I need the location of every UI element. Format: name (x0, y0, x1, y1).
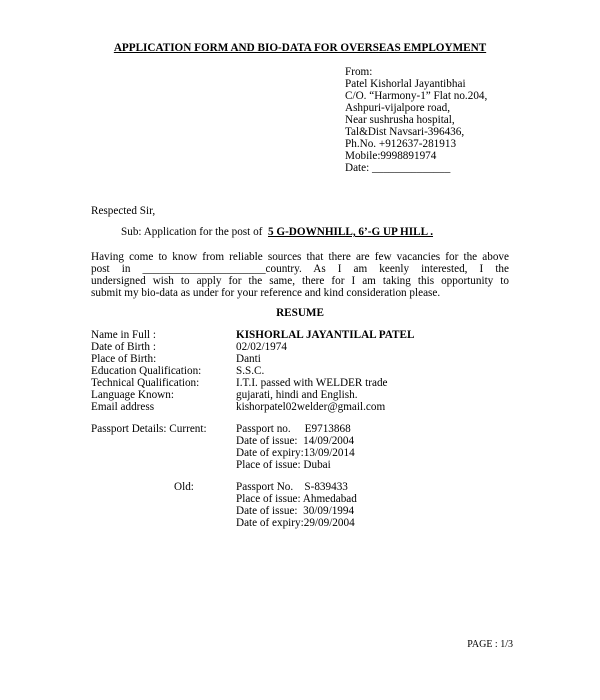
from-address-line: C/O. “Harmony-1” Flat no.204, (345, 90, 488, 102)
subject-prefix: Sub: Application for the post of (121, 226, 263, 238)
subject-line (121, 226, 433, 238)
passport-current-label: Passport Details: Current: (91, 423, 207, 435)
page-number: PAGE : 1/3 (467, 639, 513, 650)
from-name: Patel Kishorlal Jayantibhai (345, 78, 466, 90)
passport-line: Passport no. E9713868 (236, 423, 351, 435)
detail-value: gujarati, hindi and English. (236, 389, 358, 401)
from-mobile: Mobile:9998891974 (345, 150, 437, 162)
from-date: Date: ______________ (345, 162, 451, 174)
paragraph-line: Having come to know from reliable sources that there are few vacancies for the above (91, 251, 509, 263)
greeting: Respected Sir, (91, 205, 156, 217)
passport-line: Place of issue: Ahmedabad (236, 493, 357, 505)
passport-line: Date of expiry:13/09/2014 (236, 447, 355, 459)
detail-label: Date of Birth : (91, 341, 156, 353)
passport-line: Place of issue: Dubai (236, 459, 331, 471)
detail-label: Email address (91, 401, 155, 413)
from-heading: From: (345, 66, 373, 78)
passport-line: Date of issue: 30/09/1994 (236, 505, 355, 517)
subject-post: 5 G-DOWNHILL, 6’-G UP HILL . (267, 226, 434, 238)
document-title: APPLICATION FORM AND BIO-DATA FOR OVERSEAS EMPLOYMENT (113, 42, 487, 54)
passport-line: Date of expiry:29/09/2004 (236, 517, 355, 529)
detail-value-email: kishorpatel02welder@gmail.com (236, 401, 386, 413)
detail-label: Place of Birth: (91, 353, 157, 365)
from-address-line: Tal&Dist Navsari-396436, (345, 126, 465, 138)
intro-paragraph (91, 251, 509, 299)
from-address-block (345, 66, 487, 174)
detail-value-name: KISHORLAL JAYANTILAL PATEL (236, 329, 415, 341)
from-phone: Ph.No. +912637-281913 (345, 138, 457, 150)
detail-label: Education Qualification: (91, 365, 202, 377)
detail-value: S.S.C. (236, 365, 265, 377)
paragraph-line: submit my bio-data as under for your reference and kind consideration please. (91, 287, 441, 299)
resume-heading: RESUME (276, 307, 324, 319)
detail-value: I.T.I. passed with WELDER trade (236, 377, 388, 389)
paragraph-line: undersigned wish to apply for the same, there for I am taking this opportunity to (91, 275, 509, 287)
detail-label: Technical Qualification: (91, 377, 200, 389)
detail-value: Danti (236, 353, 261, 365)
detail-label: Name in Full : (91, 329, 156, 341)
passport-line: Date of issue: 14/09/2004 (236, 435, 355, 447)
from-address-line: Near sushrusha hospital, (345, 114, 455, 126)
from-address-line: Ashpuri-vijalpore road, (345, 102, 451, 114)
detail-label: Language Known: (91, 389, 174, 401)
detail-value: 02/02/1974 (236, 341, 287, 353)
passport-old-label: Old: (174, 481, 194, 493)
passport-line: Passport No. S-839433 (236, 481, 348, 493)
paragraph-line: post in ______________________country. As I am keenly interested, I the (91, 263, 509, 275)
